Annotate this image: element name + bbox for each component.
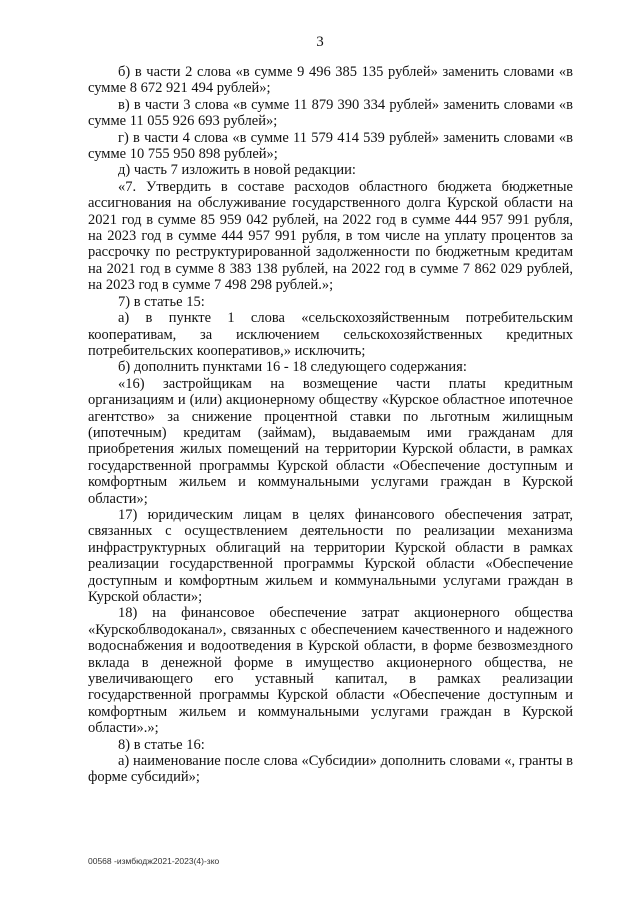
paragraph: в) в части 3 слова «в сумме 11 879 390 334 рублей» заменить словами «в сумме 11 055 926 693 рублей»;: [88, 96, 573, 130]
paragraph: 17) юридическим лицам в целях финансового обеспечения затрат, связанных с осуществлением деятельности по реализации механизма инфраструктурных облигаций на территории Курской области в рамках реализации государственной программы Курской области «Обеспечение доступным и комфортным жильем и коммунальными услугами граждан в Курской области»;: [88, 506, 573, 605]
footer-code: 00568 -измбюдж2021-2023(4)-зко: [88, 856, 220, 866]
paragraph: г) в части 4 слова «в сумме 11 579 414 539 рублей» заменить словами «в сумме 10 755 950 898 рублей»;: [88, 129, 573, 163]
page-number: 3: [316, 34, 324, 50]
paragraph: 18) на финансовое обеспечение затрат акционерного общества «Курскоблводоканал», связанных с обеспечением качественного и надежного водоснабжения и водоотведения в Курской области, в форме безвозмездного вклада в денежной форме в имущество акционерного общества, не увеличивающего его уставный капитал, в рамках реализации государственной программы Курской области «Обеспечение доступным и комфортным жильем и коммунальными услугами граждан в Курской области».»;: [88, 605, 573, 737]
paragraph: 8) в статье 16:: [118, 736, 205, 753]
paragraph: д) часть 7 изложить в новой редакции:: [118, 162, 356, 179]
document-body: [88, 64, 573, 786]
paragraph: 7) в статье 15:: [118, 293, 205, 310]
paragraph: «7. Утвердить в составе расходов областного бюджета бюджетные ассигнования на обслуживание государственного долга Курской области на 2021 год в сумме 85 959 042 рублей, на 2022 год в сумме 444 957 991 рубля, на 2023 год в сумме 444 957 991 рубля, в том числе на уплату процентов за рассрочку по реструктурированной задолженности по бюджетным кредитам на 2021 год в сумме 8 383 138 рублей, на 2022 год в сумме 7 862 029 рублей, на 2023 год в сумме 7 498 298 рублей.»;: [88, 178, 573, 294]
paragraph: б) в части 2 слова «в сумме 9 496 385 135 рублей» заменить словами «в сумме 8 672 921 494 рублей»;: [88, 64, 573, 97]
paragraph: «16) застройщикам на возмещение части платы кредитным организациям и (или) акционерному обществу «Курское областное ипотечное агентство» за снижение процентной ставки по льготным жилищным (ипотечным) кредитам (займам), выдаваемым ими гражданам для приобретения жилых помещений на территории Курской области, в рамках государственной программы Курской области «Обеспечение доступным и комфортным жильем и коммунальными услугами граждан в Курской области»;: [88, 375, 573, 507]
paragraph: а) в пункте 1 слова «сельскохозяйственным потребительским кооперативам, за исключением сельскохозяйственных кредитных потребительских кооперативов,» исключить;: [88, 310, 573, 359]
paragraph: а) наименование после слова «Субсидии» дополнить словами «, гранты в форме субсидий»;: [88, 753, 573, 786]
paragraph: б) дополнить пунктами 16 - 18 следующего содержания:: [118, 359, 467, 376]
